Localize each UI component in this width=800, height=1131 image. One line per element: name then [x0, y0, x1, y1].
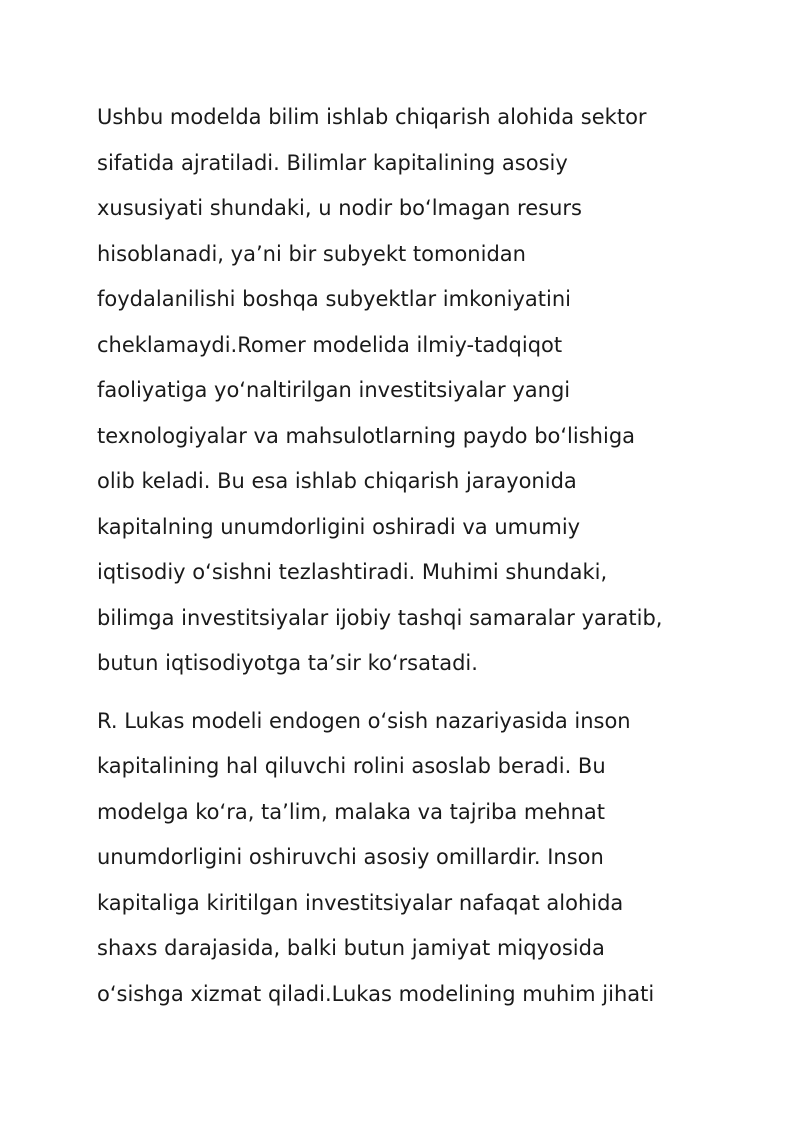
text-line: butun iqtisodiyotga ta’sir ko‘rsatadi. — [97, 651, 478, 675]
text-line: R. Lukas modeli endogen o‘sish nazariyasida inson — [97, 708, 631, 733]
text-line: shaxs darajasida, balki butun jamiyat miqyosida — [97, 936, 605, 960]
text-line: kapitaliga kiritilgan investitsiyalar nafaqat alohida — [97, 890, 624, 915]
text-line: unumdorligini oshiruvchi asosiy omillardir. Inson — [97, 845, 604, 869]
text-line: Ushbu modelda bilim ishlab chiqarish alohida sektor — [97, 105, 647, 129]
text-line: foydalanilishi boshqa subyektlar imkoniyatini — [97, 287, 571, 311]
text-line: iqtisodiy o‘sishni tezlashtiradi. Muhimi shundaki, — [97, 560, 608, 584]
text-line: texnologiyalar va mahsulotlarning paydo bo‘lishiga — [97, 423, 636, 448]
text-line: olib keladi. Bu esa ishlab chiqarish jarayonida — [97, 469, 577, 493]
paragraph-lukas — [97, 699, 737, 1018]
text-line: bilimga investitsiyalar ijobiy tashqi samaralar yaratib, — [97, 605, 663, 630]
text-line: o‘sishga xizmat qiladi.Lukas modelining muhim jihati — [97, 981, 655, 1006]
text-line: cheklamaydi.Romer modelida ilmiy-tadqiqot — [97, 332, 563, 357]
text-line: kapitalning unumdorligini oshiradi va umumiy — [97, 514, 581, 539]
text-line: xususiyati shundaki, u nodir bo‘lmagan resurs — [97, 196, 582, 220]
text-line: sifatida ajratiladi. Bilimlar kapitalining asosiy — [97, 150, 568, 175]
text-line: hisoblanadi, ya’ni bir subyekt tomonidan — [97, 241, 526, 266]
body-text — [97, 95, 737, 1017]
paragraph-romer — [97, 95, 737, 687]
text-line: faoliyatiga yo‘naltirilgan investitsiyalar yangi — [97, 378, 571, 402]
text-line: modelga ko‘ra, ta’lim, malaka va tajriba mehnat — [97, 799, 606, 824]
text-line: kapitalining hal qiluvchi rolini asoslab beradi. Bu — [97, 754, 606, 778]
